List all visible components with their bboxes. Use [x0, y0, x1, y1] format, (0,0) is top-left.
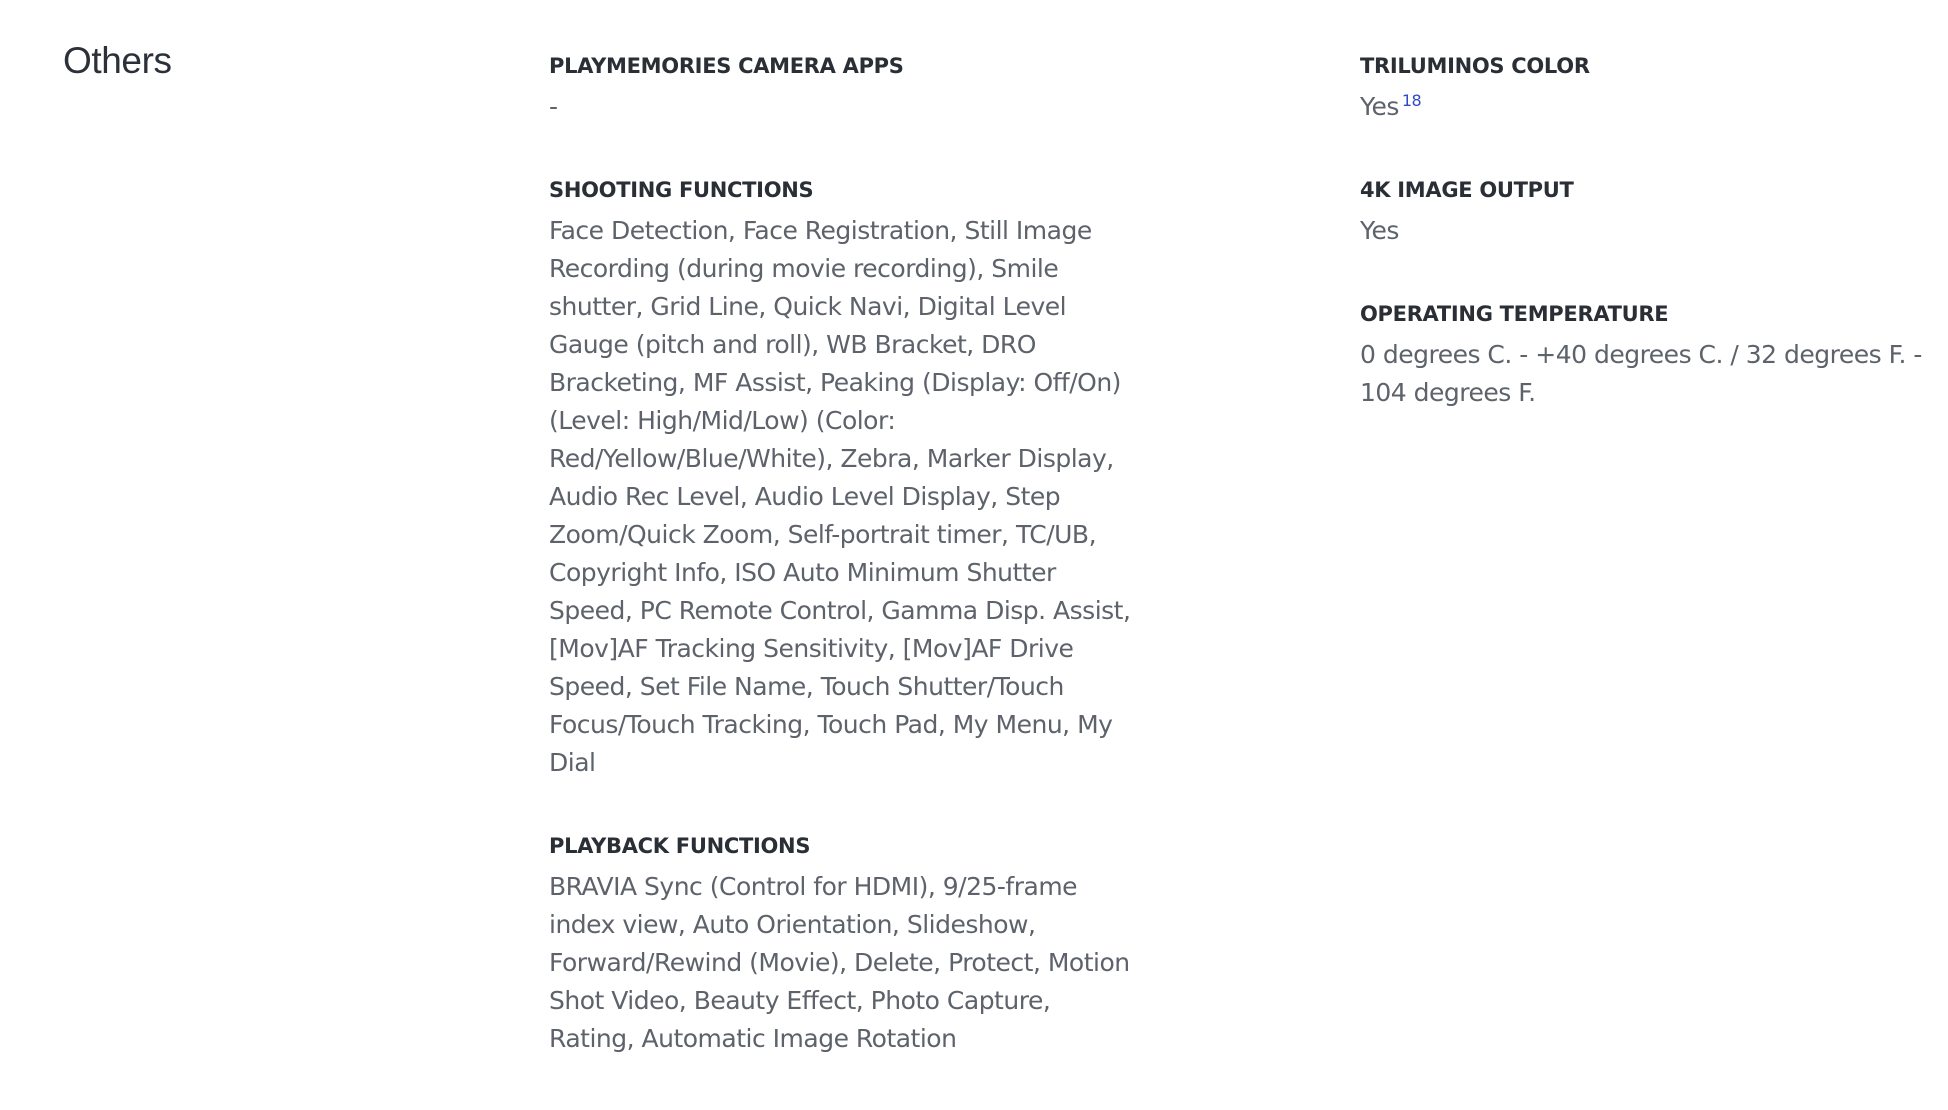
spec-shooting-functions: [549, 176, 1134, 782]
specs-column-right: [1360, 52, 1940, 462]
spec-label: OPERATING TEMPERATURE: [1360, 302, 1669, 326]
specs-column-left: [549, 52, 1134, 1108]
spec-operating-temperature: [1360, 300, 1940, 412]
spec-playback-functions: [549, 832, 1134, 1058]
spec-value: [1360, 88, 1940, 126]
spec-label: SHOOTING FUNCTIONS: [549, 178, 814, 202]
spec-label: PLAYMEMORIES CAMERA APPS: [549, 54, 904, 78]
spec-value: 0 degrees C. - +40 degrees C. / 32 degrees F. - 104 degrees F.: [1360, 340, 1922, 407]
spec-playmemories-camera-apps: [549, 52, 1134, 126]
spec-label: 4K IMAGE OUTPUT: [1360, 178, 1574, 202]
spec-4k-image-output: [1360, 176, 1940, 250]
spec-value: BRAVIA Sync (Control for HDMI), 9/25-frame index view, Auto Orientation, Slideshow, Forward/Rewind (Movie), Delete, Protect, Motion Shot Video, Beauty Effect, Photo Capture, Rating, Automatic Image Rotation: [549, 872, 1130, 1053]
spec-label: PLAYBACK FUNCTIONS: [549, 834, 811, 858]
section-title: Others: [63, 40, 172, 81]
spec-value: -: [549, 92, 558, 121]
spec-label: TRILUMINOS COLOR: [1360, 54, 1590, 78]
spec-triluminos-color: [1360, 52, 1940, 126]
spec-value: Face Detection, Face Registration, Still Image Recording (during movie recording), Smile shutter, Grid Line, Quick Navi, Digital Level Gauge (pitch and roll), WB Bracket, DRO Bracketing, MF Assist, Peaking (Display: Off/On) (Level: High/Mid/Low) (Color: Red/Yellow/Blue/White), Zebra, Marker Display, Audio Rec Level, Audio Level Display, Step Zoom/Quick Zoom, Self-portrait timer, TC/UB, Copyright Info, ISO Auto Minimum Shutter Speed, PC Remote Control, Gamma Disp. Assist, [Mov]AF Tracking Sensitivity, [Mov]AF Drive Speed, Set File Name, Touch Shutter/Touch Focus/Touch Tracking, Touch Pad, My Menu, My Dial: [549, 216, 1131, 777]
spec-value: Yes: [1360, 216, 1399, 245]
footnote-link[interactable]: 18: [1401, 90, 1422, 110]
spec-value-text: Yes: [1360, 92, 1399, 121]
